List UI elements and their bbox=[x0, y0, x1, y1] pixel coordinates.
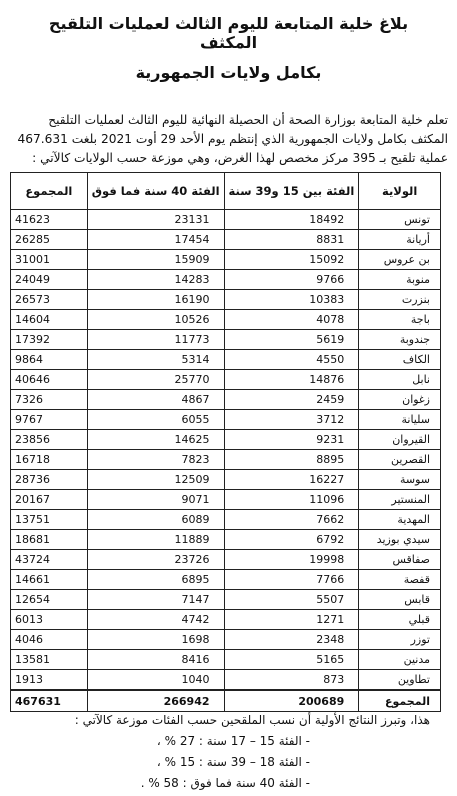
cell-age-40-plus: 6895 bbox=[87, 570, 224, 590]
footer-item-age-18-39: - الفئة 18 – 39 سنة : 15 % ، bbox=[156, 755, 310, 769]
total-cell-governorate: المجموع bbox=[359, 690, 441, 712]
table-row bbox=[11, 470, 441, 490]
table-row bbox=[11, 610, 441, 630]
table-row bbox=[11, 250, 441, 270]
table-row bbox=[11, 310, 441, 330]
cell-age-40-plus: 9071 bbox=[87, 490, 224, 510]
cell-total: 26285 bbox=[11, 230, 88, 250]
cell-total: 43724 bbox=[11, 550, 88, 570]
table-row bbox=[11, 350, 441, 370]
cell-age-15-39: 8831 bbox=[224, 230, 359, 250]
cell-age-15-39: 10383 bbox=[224, 290, 359, 310]
cell-governorate: نابل bbox=[359, 370, 441, 390]
cell-age-40-plus: 23726 bbox=[87, 550, 224, 570]
cell-governorate: بن عروس bbox=[359, 250, 441, 270]
cell-age-40-plus: 11773 bbox=[87, 330, 224, 350]
cell-governorate: باجة bbox=[359, 310, 441, 330]
table-row bbox=[11, 670, 441, 691]
cell-total: 7326 bbox=[11, 390, 88, 410]
cell-total: 23856 bbox=[11, 430, 88, 450]
cell-age-15-39: 18492 bbox=[224, 210, 359, 230]
intro-line-2: المكثف بكامل ولايات الجمهورية الذي إنتظم يوم الأحد 29 أوت 2021 بلغت 467.631 bbox=[17, 132, 448, 146]
cell-total: 13581 bbox=[11, 650, 88, 670]
header-total: المجموع bbox=[11, 173, 88, 210]
cell-governorate: توزر bbox=[359, 630, 441, 650]
table-row bbox=[11, 570, 441, 590]
intro-line-3: عملية تلقيح بـ 395 مركز مخصص لهذا الغرض، وهي موزعة حسب الولايات كالآتي : bbox=[32, 151, 448, 165]
cell-age-40-plus: 23131 bbox=[87, 210, 224, 230]
cell-age-40-plus: 1698 bbox=[87, 630, 224, 650]
table-row bbox=[11, 530, 441, 550]
cell-age-40-plus: 10526 bbox=[87, 310, 224, 330]
cell-age-15-39: 8895 bbox=[224, 450, 359, 470]
cell-total: 13751 bbox=[11, 510, 88, 530]
table-row bbox=[11, 390, 441, 410]
cell-age-15-39: 4550 bbox=[224, 350, 359, 370]
cell-total: 14604 bbox=[11, 310, 88, 330]
cell-age-40-plus: 25770 bbox=[87, 370, 224, 390]
footer-item-age-40-plus: - الفئة 40 سنة فما فوق : 58 % . bbox=[140, 776, 310, 790]
cell-age-40-plus: 16190 bbox=[87, 290, 224, 310]
cell-age-15-39: 4078 bbox=[224, 310, 359, 330]
cell-governorate: أريانة bbox=[359, 230, 441, 250]
cell-age-40-plus: 14625 bbox=[87, 430, 224, 450]
cell-governorate: سوسة bbox=[359, 470, 441, 490]
table-row bbox=[11, 550, 441, 570]
table-row bbox=[11, 210, 441, 230]
cell-total: 40646 bbox=[11, 370, 88, 390]
table-row bbox=[11, 590, 441, 610]
cell-age-15-39: 14876 bbox=[224, 370, 359, 390]
cell-age-40-plus: 12509 bbox=[87, 470, 224, 490]
table-row bbox=[11, 330, 441, 350]
vaccination-table bbox=[10, 172, 441, 712]
cell-age-40-plus: 8416 bbox=[87, 650, 224, 670]
cell-age-40-plus: 15909 bbox=[87, 250, 224, 270]
cell-age-40-plus: 1040 bbox=[87, 670, 224, 691]
cell-total: 41623 bbox=[11, 210, 88, 230]
table-row bbox=[11, 650, 441, 670]
total-cell-age-15-39: 200689 bbox=[224, 690, 359, 712]
cell-total: 31001 bbox=[11, 250, 88, 270]
table-row bbox=[11, 370, 441, 390]
cell-governorate: قابس bbox=[359, 590, 441, 610]
title-line-2: بكامل ولايات الجمهورية bbox=[135, 63, 322, 82]
footer-intro: هذا، وتبرز النتائج الأولية أن نسب الملقحين حسب الفئات موزعة كالآتي : bbox=[74, 713, 430, 727]
cell-age-40-plus: 6055 bbox=[87, 410, 224, 430]
cell-governorate: جندوبة bbox=[359, 330, 441, 350]
cell-age-15-39: 19998 bbox=[224, 550, 359, 570]
cell-age-15-39: 16227 bbox=[224, 470, 359, 490]
cell-governorate: زغوان bbox=[359, 390, 441, 410]
cell-age-15-39: 1271 bbox=[224, 610, 359, 630]
cell-governorate: مدنين bbox=[359, 650, 441, 670]
cell-total: 12654 bbox=[11, 590, 88, 610]
cell-governorate: تونس bbox=[359, 210, 441, 230]
cell-age-15-39: 7662 bbox=[224, 510, 359, 530]
table-row bbox=[11, 490, 441, 510]
table-row bbox=[11, 430, 441, 450]
cell-total: 17392 bbox=[11, 330, 88, 350]
cell-governorate: تطاوين bbox=[359, 670, 441, 691]
cell-total: 28736 bbox=[11, 470, 88, 490]
cell-total: 24049 bbox=[11, 270, 88, 290]
cell-governorate: المهدية bbox=[359, 510, 441, 530]
cell-age-15-39: 5619 bbox=[224, 330, 359, 350]
total-cell-total: 467631 bbox=[11, 690, 88, 712]
cell-age-15-39: 2348 bbox=[224, 630, 359, 650]
cell-age-15-39: 5165 bbox=[224, 650, 359, 670]
cell-age-40-plus: 4742 bbox=[87, 610, 224, 630]
cell-total: 9864 bbox=[11, 350, 88, 370]
total-cell-age-40-plus: 266942 bbox=[87, 690, 224, 712]
table-row bbox=[11, 290, 441, 310]
cell-total: 6013 bbox=[11, 610, 88, 630]
cell-governorate: صفاقس bbox=[359, 550, 441, 570]
intro-line-1: تعلم خلية المتابعة بوزارة الصحة أن الحصيلة النهائية لليوم الثالث لعمليات التلقيح bbox=[48, 113, 448, 127]
header-age-15-39: الفئة بين 15 و39 سنة bbox=[224, 173, 359, 210]
cell-age-40-plus: 7823 bbox=[87, 450, 224, 470]
cell-age-15-39: 6792 bbox=[224, 530, 359, 550]
footer-item-age-15-17: - الفئة 15 – 17 سنة : 27 % ، bbox=[156, 734, 310, 748]
cell-age-40-plus: 5314 bbox=[87, 350, 224, 370]
cell-governorate: الكاف bbox=[359, 350, 441, 370]
cell-governorate: سليانة bbox=[359, 410, 441, 430]
cell-governorate: المنستير bbox=[359, 490, 441, 510]
title-line-1: بلاغ خلية المتابعة لليوم الثالث لعمليات التلقيح المكثف bbox=[48, 14, 409, 52]
cell-age-40-plus: 14283 bbox=[87, 270, 224, 290]
table-row bbox=[11, 230, 441, 250]
cell-age-15-39: 2459 bbox=[224, 390, 359, 410]
cell-age-15-39: 3712 bbox=[224, 410, 359, 430]
cell-governorate: القيروان bbox=[359, 430, 441, 450]
cell-governorate: بنزرت bbox=[359, 290, 441, 310]
header-age-40-plus: الفئة 40 سنة فما فوق bbox=[87, 173, 224, 210]
cell-total: 20167 bbox=[11, 490, 88, 510]
cell-age-15-39: 15092 bbox=[224, 250, 359, 270]
cell-age-15-39: 873 bbox=[224, 670, 359, 691]
cell-age-15-39: 9231 bbox=[224, 430, 359, 450]
cell-age-15-39: 9766 bbox=[224, 270, 359, 290]
cell-age-40-plus: 17454 bbox=[87, 230, 224, 250]
cell-age-40-plus: 11889 bbox=[87, 530, 224, 550]
cell-age-40-plus: 7147 bbox=[87, 590, 224, 610]
cell-total: 14661 bbox=[11, 570, 88, 590]
table-row bbox=[11, 630, 441, 650]
cell-age-15-39: 7766 bbox=[224, 570, 359, 590]
table-row bbox=[11, 510, 441, 530]
cell-governorate: منوبة bbox=[359, 270, 441, 290]
table-row bbox=[11, 410, 441, 430]
table-row bbox=[11, 270, 441, 290]
cell-age-15-39: 5507 bbox=[224, 590, 359, 610]
footer-section bbox=[10, 710, 430, 794]
header-governorate: الولاية bbox=[359, 173, 441, 210]
cell-total: 4046 bbox=[11, 630, 88, 650]
cell-age-40-plus: 6089 bbox=[87, 510, 224, 530]
intro-paragraph bbox=[8, 111, 448, 168]
table-row bbox=[11, 450, 441, 470]
cell-governorate: سيدي بوزيد bbox=[359, 530, 441, 550]
table-header-row bbox=[11, 173, 441, 210]
cell-total: 1913 bbox=[11, 670, 88, 691]
cell-governorate: قبلي bbox=[359, 610, 441, 630]
cell-governorate: قفصة bbox=[359, 570, 441, 590]
cell-total: 16718 bbox=[11, 450, 88, 470]
cell-total: 18681 bbox=[11, 530, 88, 550]
table-total-row bbox=[11, 690, 441, 712]
cell-total: 9767 bbox=[11, 410, 88, 430]
cell-age-40-plus: 4867 bbox=[87, 390, 224, 410]
cell-age-15-39: 11096 bbox=[224, 490, 359, 510]
cell-governorate: القصرين bbox=[359, 450, 441, 470]
cell-total: 26573 bbox=[11, 290, 88, 310]
